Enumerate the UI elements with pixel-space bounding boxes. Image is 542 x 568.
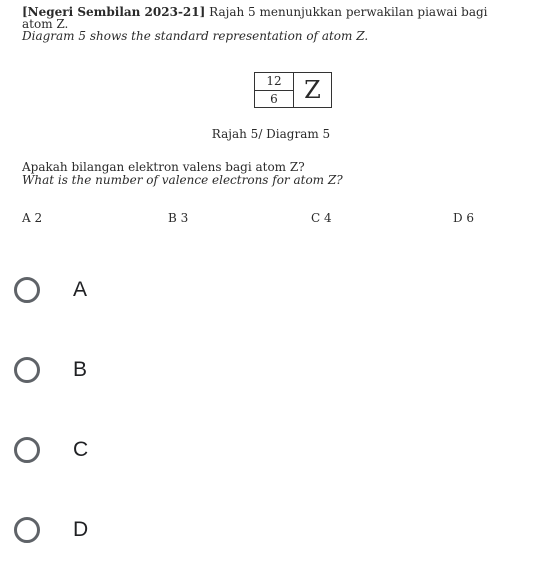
radio-button-icon[interactable] — [14, 517, 40, 543]
option-label: C — [73, 438, 89, 461]
inline-choice-b: B 3 — [168, 211, 189, 225]
mass-number: 12 — [255, 73, 293, 91]
inline-choice-c: C 4 — [311, 211, 332, 225]
question-line-ms — [22, 6, 537, 18]
option-a[interactable] — [14, 268, 314, 312]
inline-choice-a: A 2 — [22, 211, 43, 225]
question-source: [Negeri Sembilan 2023-21] — [22, 5, 206, 19]
option-label: B — [73, 358, 88, 381]
option-c[interactable] — [14, 428, 314, 472]
question-text-en: Diagram 5 shows the standard representation of atom Z. — [22, 29, 369, 43]
prompt-en: What is the number of valence electrons for atom Z? — [22, 173, 343, 187]
diagram-caption: Rajah 5/ Diagram 5 — [211, 127, 331, 141]
option-d[interactable] — [14, 508, 314, 552]
option-b[interactable] — [14, 348, 314, 392]
radio-button-icon[interactable] — [14, 357, 40, 383]
proton-number: 6 — [270, 91, 278, 106]
option-label: A — [73, 278, 88, 301]
question-prompt — [22, 161, 343, 187]
option-label: D — [73, 518, 89, 541]
question-text — [22, 6, 537, 42]
question-text-ms-part2: atom Z. — [22, 17, 69, 31]
atom-numbers — [255, 73, 294, 107]
atom-symbol: Z — [304, 76, 321, 104]
radio-button-icon[interactable] — [14, 277, 40, 303]
prompt-ms: Apakah bilangan elektron valens bagi atom Z? — [22, 160, 305, 174]
atom-diagram — [254, 72, 332, 108]
question-text-ms-part1: Rajah 5 menunjukkan perwakilan piawai bagi — [205, 5, 488, 19]
radio-button-icon[interactable] — [14, 437, 40, 463]
inline-choice-d: D 6 — [453, 211, 475, 225]
